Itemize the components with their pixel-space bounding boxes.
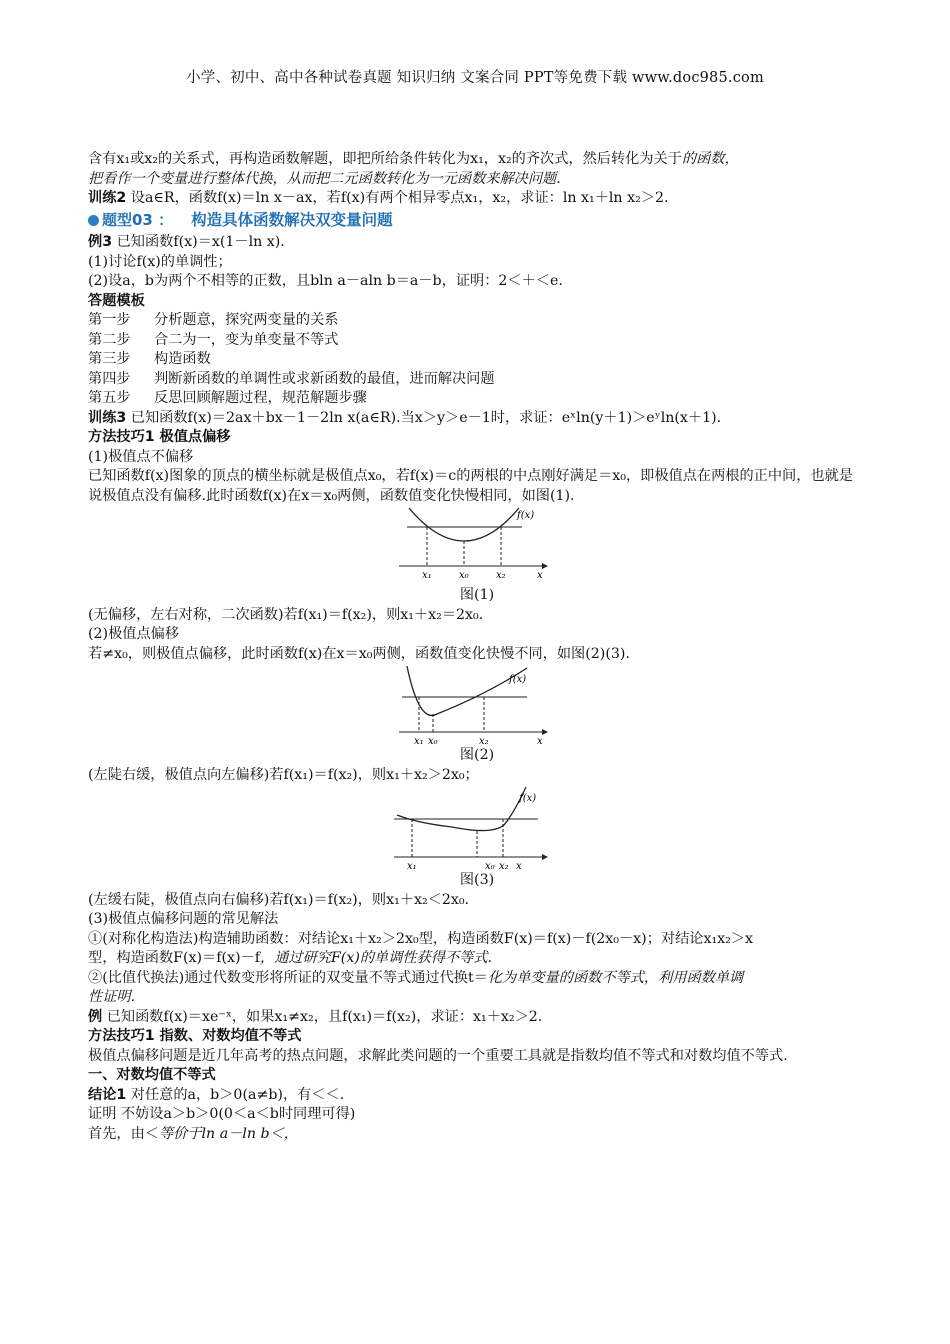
x-axis-arrow: [542, 563, 548, 569]
step-text: 分析题意，探究两变量的关系: [154, 312, 339, 328]
method-1-after-1: (无偏移，左右对称，二次函数)若f(x₁)＝f(x₂)，则x₁＋x₂＝2x₀.: [88, 606, 484, 623]
fx-label: f(x): [509, 674, 527, 685]
document-body: [88, 150, 866, 1144]
example-3: [88, 233, 866, 253]
curve: [409, 508, 519, 541]
intro-text: 含有x₁或x₂的关系式，再构造函数解题，即把所给条件转化为x₁，x₂的齐次式，然后转化为关于: [88, 151, 682, 167]
solution-1b-italic: ，通过研究F(x)的单调性获得不等式.: [260, 950, 493, 966]
page-header: 小学、初中、高中各种试卷真题 知识归纳 文案合同 PPT等免费下载 www.doc985.com: [186, 70, 764, 86]
training-2-text: 设a∈R，函数f(x)＝ln x－ax，若f(x)有两个相异零点x₁，x₂，求证：ln x₁＋ln x₂＞2.: [126, 190, 669, 206]
method-1-solution-2b: 性证明.: [88, 989, 136, 1005]
solution-2a-text: ②(比值代换法)通过代数变形将所证的双变量不等式通过代换t＝: [88, 969, 488, 986]
type-badge-label: 题型03 ：: [102, 210, 174, 229]
type-badge: [88, 211, 173, 231]
method-1-paragraph-2: 若≠x₀，则极值点偏移，此时函数f(x)在x＝x₀两侧，函数值变化快慢不同，如图(2)(3).: [88, 645, 630, 662]
conclusion-1: [88, 1086, 866, 1106]
example-3-text: 已知函数f(x)＝x(1－ln x).: [112, 234, 285, 250]
method-1-sub-1: (1)极值点不偏移: [88, 448, 194, 465]
figure-3-caption: 图(3): [459, 872, 495, 888]
figure-1-caption: 图(1): [459, 587, 495, 603]
intro-line-1: [88, 150, 866, 170]
method-1-after-2: (左陡右缓，极值点向左偏移)若f(x₁)＝f(x₂)，则x₁＋x₂＞2x₀；: [88, 766, 479, 783]
type-title: 构造具体函数解决双变量问题: [191, 210, 393, 229]
figure-3: [392, 785, 562, 871]
method-1-after-3: (左缓右陡，极值点向右偏移)若f(x₁)＝f(x₂)，则x₁＋x₂＜2x₀.: [88, 891, 470, 908]
x2-label: x₂: [496, 570, 506, 581]
type-heading: [88, 211, 866, 231]
fx-label: f(x): [517, 510, 535, 521]
template-title: 答题模板: [88, 292, 145, 309]
method-1-solution-2a: [88, 969, 866, 989]
conclusion-text: 对任意的a，b＞0(a≠b)，有＜＜.: [126, 1086, 345, 1103]
x1-label: x₁: [422, 570, 432, 581]
x-axis-arrow: [542, 854, 548, 860]
step-label: 第二步: [88, 331, 131, 348]
example-label: 例: [88, 1008, 103, 1025]
first-line: [88, 1125, 866, 1145]
method-1-solution-1b: [88, 949, 866, 969]
method-1-paragraph-1: 已知函数f(x)图象的顶点的横坐标就是极值点x₀，若f(x)＝c的两根的中点刚好满足＝x₀，即极值点在两根的正中间，也就是说极值点没有偏移.此时函数f(x)在x＝x₀两侧，函数值变化快慢相同，如图(1).: [88, 468, 853, 504]
training-2: [88, 189, 866, 209]
steps-list: [88, 311, 866, 409]
method-1-sub-2: (2)极值点偏移: [88, 626, 180, 642]
method-1-solution-1a: ①(对称化构造法)构造辅助函数：对结论x₁＋x₂＞2x₀型，构造函数F(x)＝f(x)－f(2x₀－x)；对结论x₁x₂＞x: [88, 930, 754, 947]
step-text: 反思回顾解题过程，规范解题步骤: [154, 390, 367, 406]
step-label: 第三步: [88, 351, 131, 367]
x-label: x: [516, 861, 522, 871]
x-label: x: [537, 736, 543, 746]
curve: [397, 787, 526, 831]
training-2-label: 训练2: [88, 190, 127, 206]
intro-line-2: 把看作一个变量进行整体代换，从而把二元函数转化为一元函数来解决问题.: [88, 170, 561, 187]
x1-label: x₁: [414, 736, 424, 746]
step-text: 判断新函数的单调性或求新函数的最值，进而解决问题: [154, 370, 495, 387]
solution-2a-italic: 化为单变量的函数不等式，利用函数单调: [487, 969, 744, 986]
x0-label: x₀: [428, 736, 438, 746]
step-label: 第四步: [88, 370, 131, 387]
x2-label: x₂: [479, 736, 489, 746]
x0-label: x₀: [459, 570, 469, 581]
figure-1: [397, 506, 557, 586]
conclusion-label: 结论1: [88, 1086, 127, 1103]
example: [88, 1008, 866, 1028]
example-text: 已知函数f(x)＝xe⁻ˣ，如果x₁≠x₂，且f(x₁)＝f(x₂)，求证：x₁＋x₂＞2.: [102, 1008, 543, 1025]
method-2-paragraph: 极值点偏移问题是近几年高考的热点问题，求解此类问题的一个重要工具就是指数均值不等式和对数均值不等式.: [88, 1047, 788, 1064]
proof-line: 证明 不妨设a＞b＞0(0＜a＜b时同理可得): [88, 1106, 356, 1122]
step-item: [88, 389, 866, 409]
solution-1b-text: 型，构造函数F(x)＝f(x)－f: [88, 950, 260, 966]
step-text: 构造函数: [154, 351, 211, 367]
training-3-label: 训练3: [88, 409, 127, 426]
example-3-label: 例3: [88, 234, 113, 250]
step-label: 第五步: [88, 390, 131, 406]
x0-label: x₀: [485, 861, 495, 871]
intro-text-italic: 的函数，: [681, 151, 739, 167]
step-text: 合二为一，变为单变量不等式: [154, 331, 339, 348]
section-1-title: 一、对数均值不等式: [88, 1067, 216, 1083]
method-2-title: 方法技巧1 指数、对数均值不等式: [88, 1028, 302, 1044]
step-item: [88, 311, 866, 331]
first-line-italic: 等价于ln a－ln b＜，: [158, 1125, 298, 1142]
x2-label: x₂: [499, 861, 509, 871]
x1-label: x₁: [407, 861, 417, 871]
step-item: [88, 350, 866, 370]
step-item: [88, 331, 866, 351]
figure-2-caption: 图(2): [459, 747, 495, 763]
x-label: x: [537, 570, 543, 581]
training-3: [88, 409, 866, 429]
figure-2: [397, 664, 557, 746]
first-line-text: 首先，由＜: [88, 1125, 159, 1142]
method-1-sub-3: (3)极值点偏移问题的常见解法: [88, 911, 279, 927]
example-3-q2: (2)设a，b为两个不相等的正数，且bln a－aln b＝a－b，证明：2＜＋＜e.: [88, 273, 563, 289]
bullet-dot-icon: [88, 215, 99, 226]
example-3-q1: (1)讨论f(x)的单调性；: [88, 253, 232, 270]
step-item: [88, 370, 866, 390]
fx-label: f(x): [519, 793, 537, 804]
x-axis-arrow: [542, 729, 548, 735]
training-3-text: 已知函数f(x)＝2ax＋bx－1－2ln x(a∈R).当x＞y＞e－1时，求证：eˣln(y＋1)＞eʸln(x＋1).: [126, 409, 722, 426]
step-label: 第一步: [88, 312, 131, 328]
method-1-title: 方法技巧1 极值点偏移: [88, 429, 231, 445]
